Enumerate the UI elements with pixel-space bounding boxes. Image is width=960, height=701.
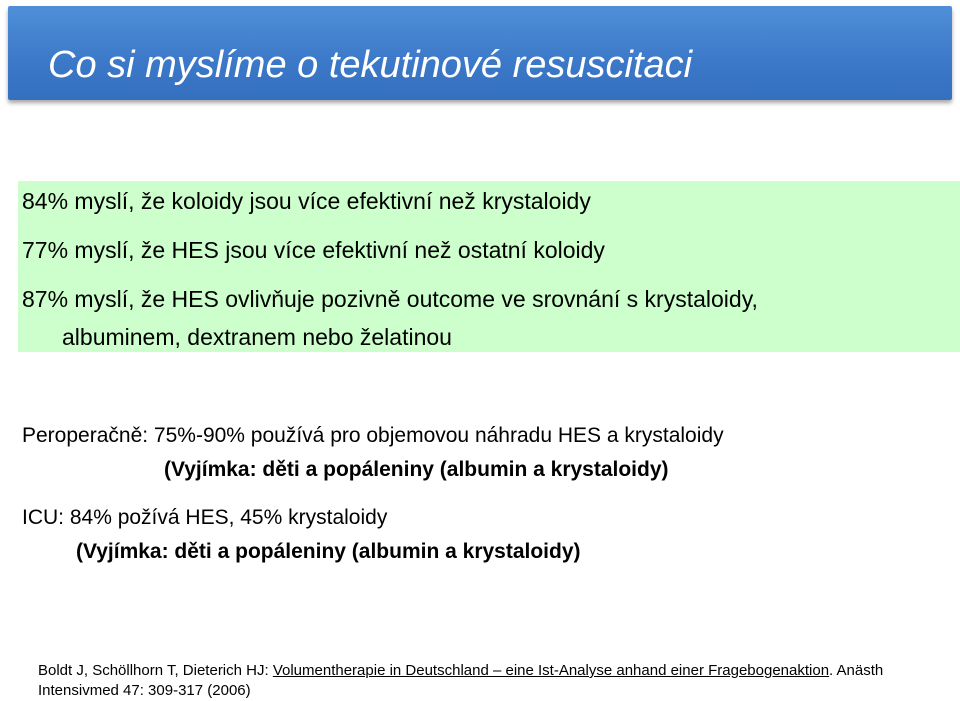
opinion-line-3: 87% myslí, že HES ovlivňuje pozivně outcome ve srovnání s krystaloidy, xyxy=(22,286,758,312)
perop-line: Peroperačně: 75%-90% používá pro objemovou náhradu HES a krystaloidy xyxy=(22,424,724,447)
slide-title: Co si myslíme o tekutinové resuscitaci xyxy=(48,44,693,86)
opinion-line-2: 77% myslí, že HES jsou více efektivní než ostatní koloidy xyxy=(22,237,605,263)
perop-exception: (Vyjímka: děti a popáleniny (albumin a krystaloidy) xyxy=(164,458,669,481)
icu-line: ICU: 84% požívá HES, 45% krystaloidy xyxy=(22,506,388,529)
reference-line-1 xyxy=(38,663,883,678)
reference-title: Volumentherapie in Deutschland – eine Ist-Analyse anhand einer Fragebogenaktion xyxy=(272,662,830,679)
opinion-line-3-cont: albuminem, dextranem nebo želatinou xyxy=(62,324,452,350)
reference-journal: . Anästh xyxy=(829,662,884,679)
opinion-line-1: 84% myslí, že koloidy jsou více efektivní než krystaloidy xyxy=(22,188,591,214)
reference-authors: Boldt J, Schöllhorn T, Dieterich HJ: xyxy=(38,662,273,679)
reference-line-2: Intensivmed 47: 309-317 (2006) xyxy=(38,682,251,699)
icu-exception: (Vyjímka: děti a popáleniny (albumin a krystaloidy) xyxy=(76,540,581,563)
